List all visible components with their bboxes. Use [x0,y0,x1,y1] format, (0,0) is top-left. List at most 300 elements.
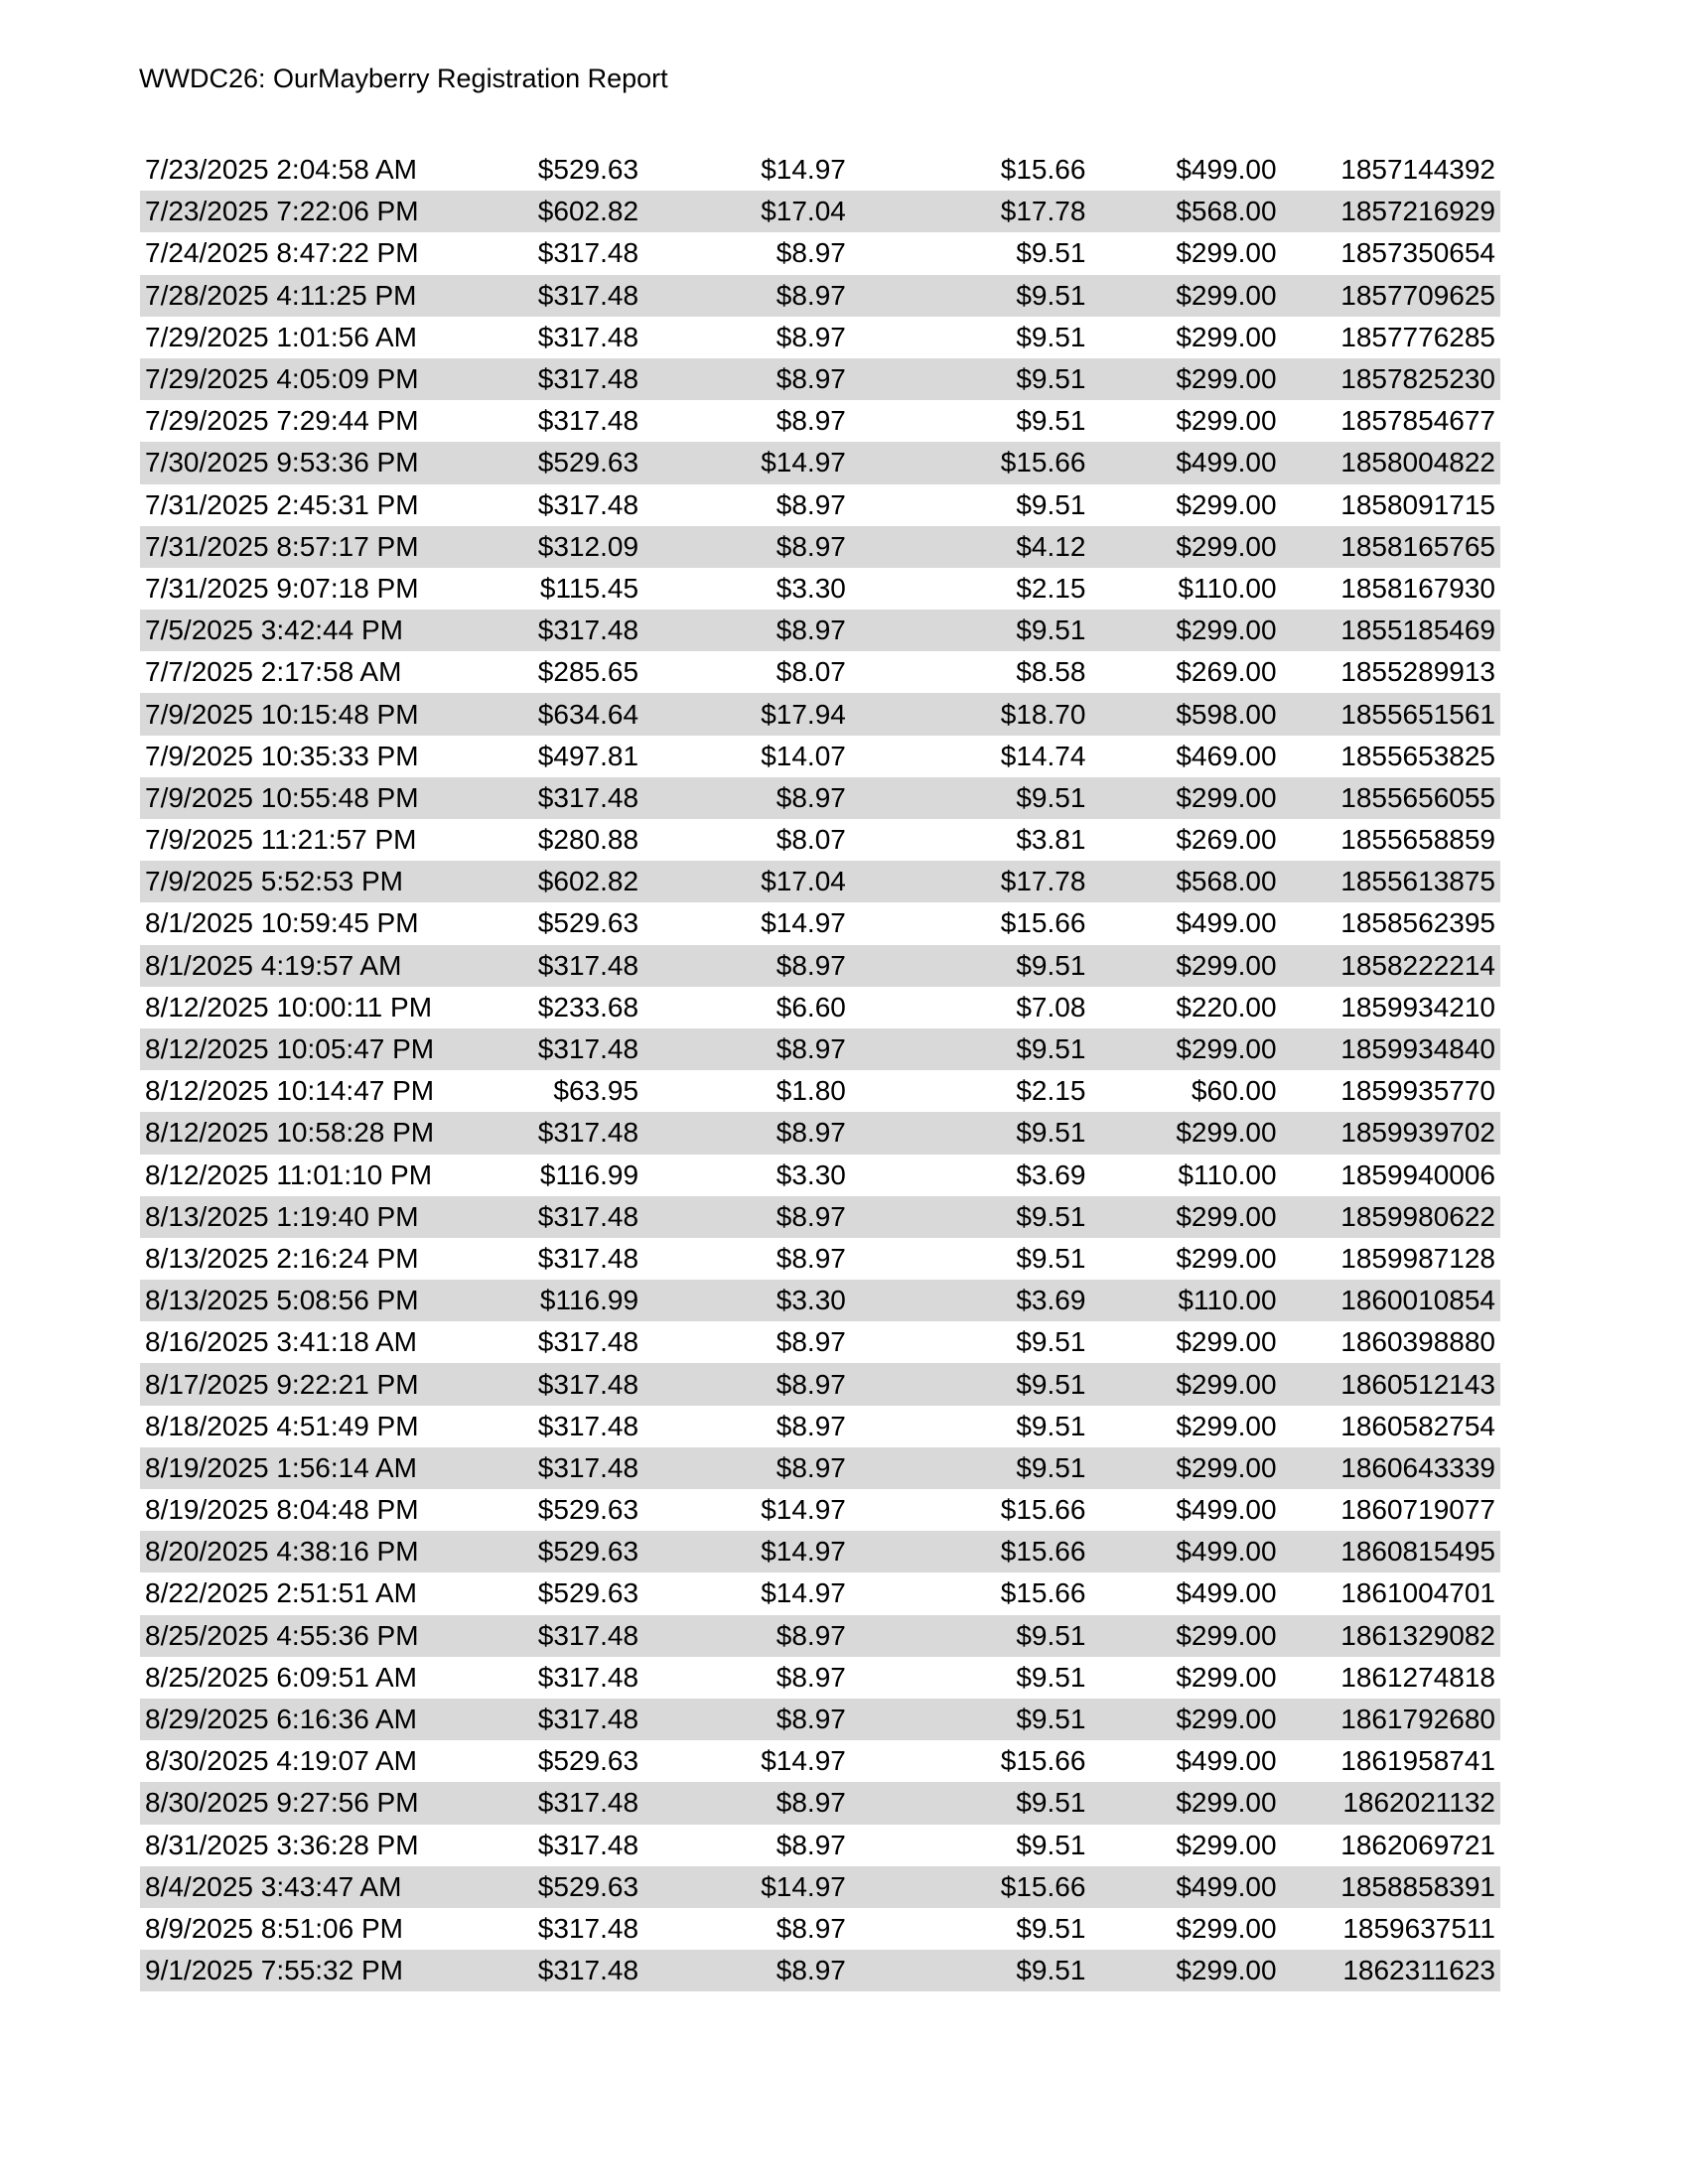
fee-cell: $14.97 [761,1745,846,1777]
total-cell: $317.48 [531,1615,638,1657]
transaction-id-cell: 1855658859 [1340,824,1495,856]
base-price-cell: $299.00 [1085,526,1276,568]
fee-cell: $8.97 [775,1829,846,1860]
tax-cell: $9.51 [846,1782,1086,1824]
fee-cell: $8.97 [638,1196,846,1238]
base-price-cell: $499.00 [1176,154,1277,186]
transaction-id-cell: 1860582754 [1340,1410,1495,1441]
tax-cell: $9.51 [846,275,1086,317]
table-row [140,945,1500,987]
tax-cell: $9.51 [1016,488,1086,520]
base-price-cell: $299.00 [1176,1912,1277,1944]
base-price-cell: $299.00 [1085,945,1276,987]
transaction-id-cell: 1855651561 [1277,693,1500,735]
fee-cell: $14.97 [761,154,846,186]
total-cell: $63.95 [553,1075,639,1107]
tax-cell: $9.51 [846,1196,1086,1238]
fee-cell: $8.97 [638,777,846,819]
base-price-cell: $299.00 [1085,1615,1276,1657]
transaction-id-cell: 1858091715 [1340,488,1495,520]
transaction-id-cell: 1861329082 [1277,1615,1500,1657]
base-price-cell: $110.00 [1178,1159,1277,1190]
transaction-id-cell: 1858165765 [1277,526,1500,568]
transaction-id-cell: 1862311623 [1277,1950,1500,1991]
date-cell: 8/1/2025 4:19:57 AM [140,945,531,987]
transaction-id-cell: 1857709625 [1277,275,1500,317]
base-price-cell: $568.00 [1085,191,1276,232]
date-cell: 7/30/2025 9:53:36 PM [140,442,531,483]
date-cell: 7/9/2025 10:35:33 PM [145,740,419,771]
total-cell: $317.48 [537,1829,639,1860]
table-row [140,1572,1500,1614]
transaction-id-cell: 1859987128 [1340,1242,1495,1274]
date-cell: 8/29/2025 6:16:36 AM [140,1699,531,1740]
base-price-cell: $299.00 [1176,1661,1277,1693]
fee-cell: $3.30 [638,1280,846,1321]
base-price-cell: $299.00 [1085,275,1276,317]
fee-cell: $17.94 [638,693,846,735]
fee-cell: $8.97 [775,1912,846,1944]
tax-cell: $2.15 [1016,1075,1086,1107]
fee-cell: $8.97 [775,1661,846,1693]
total-cell: $317.48 [531,1950,638,1991]
table-row [140,1615,1500,1657]
fee-cell: $14.97 [761,907,846,939]
tax-cell: $9.51 [1016,405,1086,437]
fee-cell: $3.30 [775,572,846,604]
base-price-cell: $269.00 [1176,824,1277,856]
transaction-id-cell: 1857776285 [1340,321,1495,352]
base-price-cell: $110.00 [1178,572,1277,604]
fee-cell: $3.30 [775,1159,846,1190]
table-row [140,1447,1500,1489]
total-cell: $602.82 [531,191,638,232]
date-cell: 8/16/2025 3:41:18 AM [145,1326,417,1358]
table-row [140,1489,1500,1531]
total-cell: $317.48 [531,610,638,651]
total-cell: $529.63 [531,1866,638,1908]
base-price-cell: $499.00 [1176,1494,1277,1526]
table-row [140,484,1500,526]
total-cell: $116.99 [531,1280,638,1321]
tax-cell: $15.66 [1000,1745,1086,1777]
table-row [140,400,1500,442]
fee-cell: $8.97 [638,1615,846,1657]
total-cell: $317.48 [531,945,638,987]
transaction-id-cell: 1860512143 [1277,1363,1500,1405]
tax-cell: $15.66 [1000,154,1086,186]
tax-cell: $2.15 [1016,572,1086,604]
fee-cell: $14.97 [638,442,846,483]
total-cell: $317.48 [537,488,639,520]
total-cell: $317.48 [537,1912,639,1944]
table-body [140,149,1500,1991]
table-row [140,526,1500,568]
table-row [140,1238,1500,1280]
tax-cell: $15.66 [1000,1577,1086,1609]
total-cell: $634.64 [531,693,638,735]
table-row [140,149,1500,191]
date-cell: 7/9/2025 11:21:57 PM [145,824,417,856]
fee-cell: $17.04 [638,191,846,232]
table-row [140,1740,1500,1782]
tax-cell: $9.51 [1016,1410,1086,1441]
date-cell: 8/25/2025 4:55:36 PM [140,1615,531,1657]
tax-cell: $9.51 [1016,1661,1086,1693]
fee-cell: $8.97 [775,321,846,352]
table-row [140,1280,1500,1321]
transaction-id-cell: 1860010854 [1277,1280,1500,1321]
base-price-cell: $110.00 [1085,1280,1276,1321]
transaction-id-cell: 1861004701 [1340,1577,1495,1609]
transaction-id-cell: 1857854677 [1340,405,1495,437]
table-row [140,777,1500,819]
total-cell: $317.48 [537,321,639,352]
base-price-cell: $469.00 [1176,740,1277,771]
tax-cell: $9.51 [846,1363,1086,1405]
date-cell: 8/12/2025 10:14:47 PM [145,1075,435,1107]
fee-cell: $8.07 [775,656,846,688]
transaction-id-cell: 1858004822 [1277,442,1500,483]
date-cell: 8/25/2025 6:09:51 AM [145,1661,417,1693]
transaction-id-cell: 1862021132 [1277,1782,1500,1824]
base-price-cell: $499.00 [1176,1577,1277,1609]
total-cell: $317.48 [531,1699,638,1740]
table-row [140,442,1500,483]
fee-cell: $8.97 [638,1699,846,1740]
date-cell: 8/20/2025 4:38:16 PM [140,1531,531,1572]
tax-cell: $3.81 [1016,824,1086,856]
tax-cell: $9.51 [846,1447,1086,1489]
transaction-id-cell: 1860398880 [1340,1326,1495,1358]
base-price-cell: $299.00 [1085,1950,1276,1991]
table-row [140,358,1500,400]
transaction-id-cell: 1857216929 [1277,191,1500,232]
tax-cell: $9.51 [1016,237,1086,269]
date-cell: 7/24/2025 8:47:22 PM [145,237,419,269]
table-row [140,1908,1500,1950]
transaction-id-cell: 1859637511 [1342,1912,1495,1944]
base-price-cell: $299.00 [1085,1782,1276,1824]
date-cell: 7/9/2025 5:52:53 PM [140,861,531,902]
tax-cell: $15.66 [846,1866,1086,1908]
page-title: WWDC26: OurMayberry Registration Report [139,64,668,93]
tax-cell: $9.51 [846,1112,1086,1154]
fee-cell: $14.97 [761,1494,846,1526]
tax-cell: $3.69 [846,1280,1086,1321]
table-row [140,1825,1500,1866]
fee-cell: $8.97 [638,275,846,317]
registration-table [140,149,1500,1991]
fee-cell: $8.97 [638,1782,846,1824]
fee-cell: $8.07 [775,824,846,856]
tax-cell: $15.66 [1000,907,1086,939]
table-row [140,1782,1500,1824]
date-cell: 7/7/2025 2:17:58 AM [145,656,402,688]
transaction-id-cell: 1861274818 [1340,1661,1495,1693]
base-price-cell: $499.00 [1085,442,1276,483]
fee-cell: $14.97 [761,1577,846,1609]
transaction-id-cell: 1859940006 [1340,1159,1495,1190]
transaction-id-cell: 1858562395 [1340,907,1495,939]
transaction-id-cell: 1862069721 [1340,1829,1495,1860]
base-price-cell: $568.00 [1085,861,1276,902]
table-row [140,1112,1500,1154]
base-price-cell: $299.00 [1176,1326,1277,1358]
date-cell: 7/29/2025 7:29:44 PM [145,405,419,437]
total-cell: $602.82 [531,861,638,902]
total-cell: $317.48 [537,405,639,437]
fee-cell: $8.97 [638,1950,846,1991]
transaction-id-cell: 1859934840 [1277,1028,1500,1070]
tax-cell: $9.51 [846,1699,1086,1740]
total-cell: $317.48 [537,1661,639,1693]
total-cell: $529.63 [537,1494,639,1526]
total-cell: $317.48 [531,1028,638,1070]
transaction-id-cell: 1855656055 [1277,777,1500,819]
tax-cell: $17.78 [846,861,1086,902]
fee-cell: $8.97 [638,1112,846,1154]
total-cell: $317.48 [531,1196,638,1238]
table-row [140,610,1500,651]
table-row [140,568,1500,610]
fee-cell: $1.80 [775,1075,846,1107]
total-cell: $317.48 [531,1782,638,1824]
transaction-id-cell: 1859939702 [1277,1112,1500,1154]
transaction-id-cell: 1860643339 [1277,1447,1500,1489]
base-price-cell: $299.00 [1085,1699,1276,1740]
fee-cell: $14.97 [638,1866,846,1908]
base-price-cell: $299.00 [1176,321,1277,352]
tax-cell: $15.66 [846,442,1086,483]
base-price-cell: $299.00 [1176,237,1277,269]
base-price-cell: $220.00 [1176,991,1277,1023]
transaction-id-cell: 1858858391 [1277,1866,1500,1908]
total-cell: $529.63 [531,442,638,483]
date-cell: 7/23/2025 7:22:06 PM [140,191,531,232]
transaction-id-cell: 1857825230 [1277,358,1500,400]
date-cell: 7/31/2025 2:45:31 PM [145,488,419,520]
tax-cell: $9.51 [1016,1326,1086,1358]
table-row [140,902,1500,944]
fee-cell: $8.97 [775,488,846,520]
tax-cell: $7.08 [1016,991,1086,1023]
transaction-id-cell: 1855613875 [1277,861,1500,902]
table-row [140,1950,1500,1991]
base-price-cell: $299.00 [1176,1410,1277,1441]
table-row [140,275,1500,317]
fee-cell: $8.97 [775,1410,846,1441]
table-row [140,1363,1500,1405]
tax-cell: $9.51 [846,358,1086,400]
fee-cell: $8.97 [638,610,846,651]
fee-cell: $8.97 [638,526,846,568]
transaction-id-cell: 1857144392 [1340,154,1495,186]
total-cell: $317.48 [537,1410,639,1441]
date-cell: 9/1/2025 7:55:32 PM [140,1950,531,1991]
tax-cell: $9.51 [846,1615,1086,1657]
base-price-cell: $299.00 [1085,1447,1276,1489]
table-row [140,1699,1500,1740]
base-price-cell: $299.00 [1085,1028,1276,1070]
date-cell: 8/4/2025 3:43:47 AM [140,1866,531,1908]
total-cell: $285.65 [537,656,639,688]
date-cell: 7/9/2025 10:55:48 PM [140,777,531,819]
date-cell: 8/12/2025 11:01:10 PM [145,1159,433,1190]
transaction-id-cell: 1859934210 [1340,991,1495,1023]
tax-cell: $9.51 [1016,1242,1086,1274]
tax-cell: $9.51 [1016,1912,1086,1944]
fee-cell: $8.97 [638,1447,846,1489]
date-cell: 8/9/2025 8:51:06 PM [145,1912,403,1944]
transaction-id-cell: 1861792680 [1277,1699,1500,1740]
total-cell: $317.48 [531,358,638,400]
total-cell: $115.45 [539,572,639,604]
date-cell: 8/22/2025 2:51:51 AM [145,1577,417,1609]
tax-cell: $3.69 [1016,1159,1086,1190]
transaction-id-cell: 1859935770 [1340,1075,1495,1107]
table-row [140,191,1500,232]
tax-cell: $14.74 [1000,740,1086,771]
fee-cell: $17.04 [638,861,846,902]
base-price-cell: $299.00 [1176,1242,1277,1274]
transaction-id-cell: 1855289913 [1340,656,1495,688]
tax-cell: $9.51 [846,1950,1086,1991]
fee-cell: $8.97 [775,1242,846,1274]
base-price-cell: $299.00 [1085,358,1276,400]
base-price-cell: $299.00 [1085,777,1276,819]
table-row [140,1028,1500,1070]
total-cell: $312.09 [531,526,638,568]
table-row [140,1155,1500,1196]
date-cell: 7/31/2025 8:57:17 PM [140,526,531,568]
fee-cell: $14.07 [761,740,846,771]
table-row [140,861,1500,902]
fee-cell: $6.60 [775,991,846,1023]
total-cell: $529.63 [537,154,639,186]
date-cell: 8/19/2025 8:04:48 PM [145,1494,419,1526]
transaction-id-cell: 1855653825 [1340,740,1495,771]
total-cell: $317.48 [531,1112,638,1154]
date-cell: 8/30/2025 9:27:56 PM [140,1782,531,1824]
base-price-cell: $299.00 [1085,610,1276,651]
base-price-cell: $499.00 [1085,1531,1276,1572]
total-cell: $233.68 [537,991,639,1023]
base-price-cell: $299.00 [1085,1363,1276,1405]
table-row [140,1866,1500,1908]
tax-cell: $15.66 [846,1531,1086,1572]
fee-cell: $8.97 [638,1363,846,1405]
date-cell: 8/12/2025 10:00:11 PM [145,991,433,1023]
tax-cell: $9.51 [1016,1829,1086,1860]
fee-cell: $8.97 [775,237,846,269]
date-cell: 7/28/2025 4:11:25 PM [140,275,531,317]
tax-cell: $4.12 [846,526,1086,568]
total-cell: $317.48 [537,1242,639,1274]
date-cell: 8/12/2025 10:58:28 PM [140,1112,531,1154]
base-price-cell: $598.00 [1085,693,1276,735]
table-row [140,736,1500,777]
transaction-id-cell: 1860719077 [1340,1494,1495,1526]
fee-cell: $8.97 [775,1326,846,1358]
table-row [140,1196,1500,1238]
table-row [140,1406,1500,1447]
transaction-id-cell: 1857350654 [1340,237,1495,269]
total-cell: $280.88 [537,824,639,856]
total-cell: $317.48 [531,1363,638,1405]
base-price-cell: $299.00 [1085,1196,1276,1238]
tax-cell: $9.51 [846,1028,1086,1070]
base-price-cell: $499.00 [1085,1866,1276,1908]
date-cell: 7/5/2025 3:42:44 PM [140,610,531,651]
tax-cell: $17.78 [846,191,1086,232]
fee-cell: $8.97 [638,358,846,400]
total-cell: $317.48 [531,275,638,317]
fee-cell: $8.97 [638,1028,846,1070]
base-price-cell: $60.00 [1191,1075,1277,1107]
table-row [140,819,1500,861]
transaction-id-cell: 1861958741 [1340,1745,1495,1777]
total-cell: $317.48 [537,237,639,269]
transaction-id-cell: 1858222214 [1277,945,1500,987]
fee-cell: $8.97 [638,945,846,987]
date-cell: 7/9/2025 10:15:48 PM [140,693,531,735]
table-row [140,1657,1500,1699]
date-cell: 8/31/2025 3:36:28 PM [145,1829,419,1860]
table-row [140,1070,1500,1112]
tax-cell: $9.51 [846,945,1086,987]
total-cell: $529.63 [537,1577,639,1609]
date-cell: 8/12/2025 10:05:47 PM [140,1028,531,1070]
date-cell: 7/31/2025 9:07:18 PM [145,572,419,604]
base-price-cell: $269.00 [1176,656,1277,688]
table-row [140,693,1500,735]
total-cell: $529.63 [537,907,639,939]
transaction-id-cell: 1860815495 [1277,1531,1500,1572]
transaction-id-cell: 1855185469 [1277,610,1500,651]
transaction-id-cell: 1858167930 [1340,572,1495,604]
date-cell: 8/30/2025 4:19:07 AM [145,1745,417,1777]
date-cell: 8/1/2025 10:59:45 PM [145,907,419,939]
date-cell: 7/23/2025 2:04:58 AM [145,154,417,186]
total-cell: $317.48 [531,1447,638,1489]
date-cell: 8/18/2025 4:51:49 PM [145,1410,419,1441]
date-cell: 7/29/2025 1:01:56 AM [145,321,417,352]
date-cell: 8/19/2025 1:56:14 AM [140,1447,531,1489]
table-row [140,317,1500,358]
total-cell: $529.63 [537,1745,639,1777]
total-cell: $497.81 [537,740,639,771]
base-price-cell: $499.00 [1176,1745,1277,1777]
total-cell: $529.63 [531,1531,638,1572]
base-price-cell: $499.00 [1176,907,1277,939]
tax-cell: $8.58 [1016,656,1086,688]
table-row [140,1531,1500,1572]
table-row [140,651,1500,693]
date-cell: 7/29/2025 4:05:09 PM [140,358,531,400]
transaction-id-cell: 1859980622 [1277,1196,1500,1238]
table-row [140,987,1500,1028]
fee-cell: $8.97 [775,405,846,437]
tax-cell: $15.66 [1000,1494,1086,1526]
date-cell: 8/13/2025 1:19:40 PM [140,1196,531,1238]
fee-cell: $14.97 [638,1531,846,1572]
base-price-cell: $299.00 [1176,405,1277,437]
table-row [140,1321,1500,1363]
date-cell: 8/13/2025 5:08:56 PM [140,1280,531,1321]
base-price-cell: $299.00 [1176,1829,1277,1860]
table-row [140,232,1500,274]
